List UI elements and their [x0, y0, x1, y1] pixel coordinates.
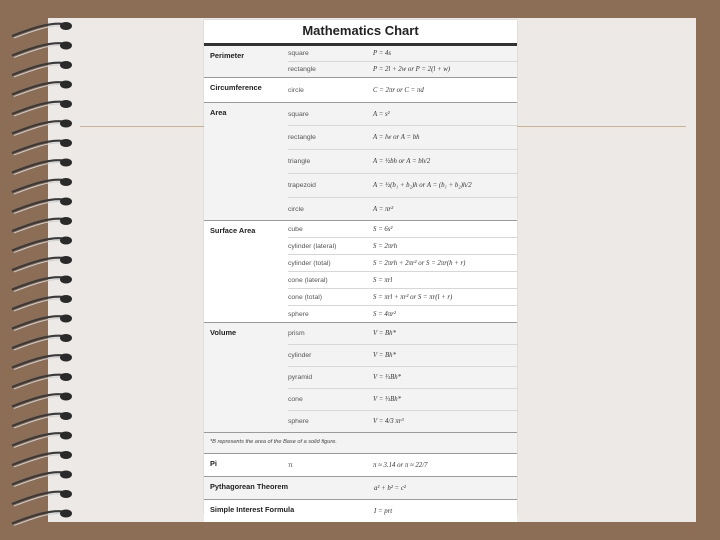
section-label: Pythagorean Theorem — [210, 482, 289, 491]
binding-hole — [60, 120, 72, 128]
shape-name: circle — [288, 205, 304, 213]
formula-row — [288, 306, 517, 322]
shape-name: pyramid — [288, 374, 313, 381]
shape-name: cone (total) — [288, 293, 323, 301]
binding-hole — [60, 471, 72, 479]
section-pythagorean-theorem — [204, 477, 517, 500]
formula-row — [288, 289, 517, 306]
shape-name: circle — [288, 86, 304, 94]
shape-name: cone — [288, 396, 303, 403]
shape-name: square — [288, 50, 309, 57]
section-label: Simple Interest Formula — [210, 505, 295, 514]
formula-text: A = πr² — [373, 205, 394, 213]
shape-name: prism — [288, 330, 305, 337]
formula-row — [288, 389, 517, 411]
shape-name: sphere — [288, 418, 309, 425]
shape-name: π — [288, 461, 293, 469]
section-label: Volume — [210, 328, 237, 337]
shape-name: cylinder (total) — [288, 259, 331, 267]
section-volume — [204, 323, 517, 433]
formula-text: S = 4πr² — [373, 310, 396, 318]
shape-name: sphere — [288, 310, 309, 318]
formula-row — [288, 454, 517, 476]
binding-hole — [60, 393, 72, 401]
binding-hole — [60, 237, 72, 245]
formula-row — [288, 272, 517, 289]
shape-name: trapezoid — [288, 182, 316, 189]
shape-name: rectangle — [288, 134, 316, 141]
binding-hole — [60, 510, 72, 518]
binding-hole — [60, 178, 72, 186]
section-label: Circumference — [210, 83, 262, 92]
formula-text: A = s² — [373, 110, 390, 118]
section-circumference — [204, 78, 517, 103]
section-label: Area — [210, 108, 227, 117]
shape-name: cylinder (lateral) — [288, 242, 337, 250]
binding-hole — [60, 81, 72, 89]
formula-row — [374, 500, 517, 522]
shape-name: cylinder — [288, 352, 312, 359]
binding-hole — [60, 217, 72, 225]
shape-name: cube — [288, 225, 303, 233]
binding-hole — [60, 159, 72, 167]
formula-row — [288, 198, 517, 220]
formula-text: V = ⅓Bh* — [373, 396, 402, 403]
shape-name: triangle — [288, 158, 311, 165]
binding-hole — [60, 354, 72, 362]
formula-text: S = πrl + πr² or S = πr(l + r) — [373, 293, 453, 301]
formula-row — [288, 221, 517, 238]
binding-hole — [60, 61, 72, 69]
formula-text: A = ½(b₁ + b₂)h or A = (b₁ + b₂)h/2 — [373, 182, 472, 189]
binding-hole — [60, 139, 72, 147]
formula-row — [288, 367, 517, 389]
binding-hole — [60, 295, 72, 303]
formula-row — [288, 411, 517, 432]
mathematics-chart — [204, 20, 517, 514]
formula-text: I = prt — [374, 507, 393, 515]
section-simple-interest — [204, 500, 517, 522]
binding-hole — [60, 490, 72, 498]
formula-text: S = 2πrh — [373, 242, 398, 250]
formula-text: V = Bh* — [373, 330, 396, 337]
formula-text: V = 4/3 πr³ — [373, 418, 404, 425]
formula-row — [288, 126, 517, 150]
formula-row — [288, 255, 517, 272]
formula-text: S = 6s² — [373, 225, 393, 233]
shape-name: rectangle — [288, 66, 316, 73]
binding-hole — [60, 100, 72, 108]
formula-text: P = 2l + 2w or P = 2(l + w) — [373, 66, 451, 73]
binding-hole — [60, 451, 72, 459]
section-surface-area — [204, 221, 517, 323]
formula-text: A = ½bh or A = bh/2 — [373, 158, 431, 165]
formula-text: A = lw or A = bh — [373, 134, 420, 141]
formula-row — [374, 477, 517, 499]
formula-text: C = 2πr or C = πd — [373, 86, 424, 94]
formula-text: a² + b² = c² — [374, 484, 406, 492]
shape-name: cone (lateral) — [288, 276, 328, 284]
binding-hole — [60, 334, 72, 342]
binding-hole — [60, 432, 72, 440]
formula-row — [288, 323, 517, 345]
section-label: Surface Area — [210, 226, 256, 235]
formula-row — [288, 46, 517, 62]
binding-hole — [60, 198, 72, 206]
formula-row — [288, 238, 517, 255]
footnote: *B represents the area of the Base of a solid figure. — [204, 433, 517, 454]
formula-row — [288, 103, 517, 126]
binding-hole — [60, 315, 72, 323]
formula-text: S = 2πrh + 2πr² or S = 2πr(h + r) — [373, 259, 466, 267]
formula-row — [288, 174, 517, 198]
binding-hole — [60, 412, 72, 420]
chart-title: Mathematics Chart — [302, 23, 419, 38]
formula-text: V = Bh* — [373, 352, 396, 359]
formula-row — [288, 62, 517, 77]
formula-row — [288, 150, 517, 174]
formula-row — [288, 78, 517, 102]
formula-text: π ≈ 3.14 or π ≈ 22/7 — [373, 461, 428, 469]
binding-hole — [60, 256, 72, 264]
section-label: Pi — [210, 459, 217, 468]
formula-row — [288, 345, 517, 367]
spiral-binding — [0, 0, 90, 540]
shape-name: square — [288, 110, 309, 118]
formula-text: P = 4s — [373, 50, 392, 57]
binding-hole — [60, 276, 72, 284]
binding-hole — [60, 373, 72, 381]
section-pi — [204, 454, 517, 477]
formula-text: V = ⅓Bh* — [373, 374, 402, 381]
section-label: Perimeter — [210, 51, 245, 60]
formula-text: S = πrl — [373, 276, 393, 284]
binding-hole — [60, 22, 72, 30]
section-perimeter — [204, 46, 517, 78]
section-area — [204, 103, 517, 221]
binding-hole — [60, 42, 72, 50]
